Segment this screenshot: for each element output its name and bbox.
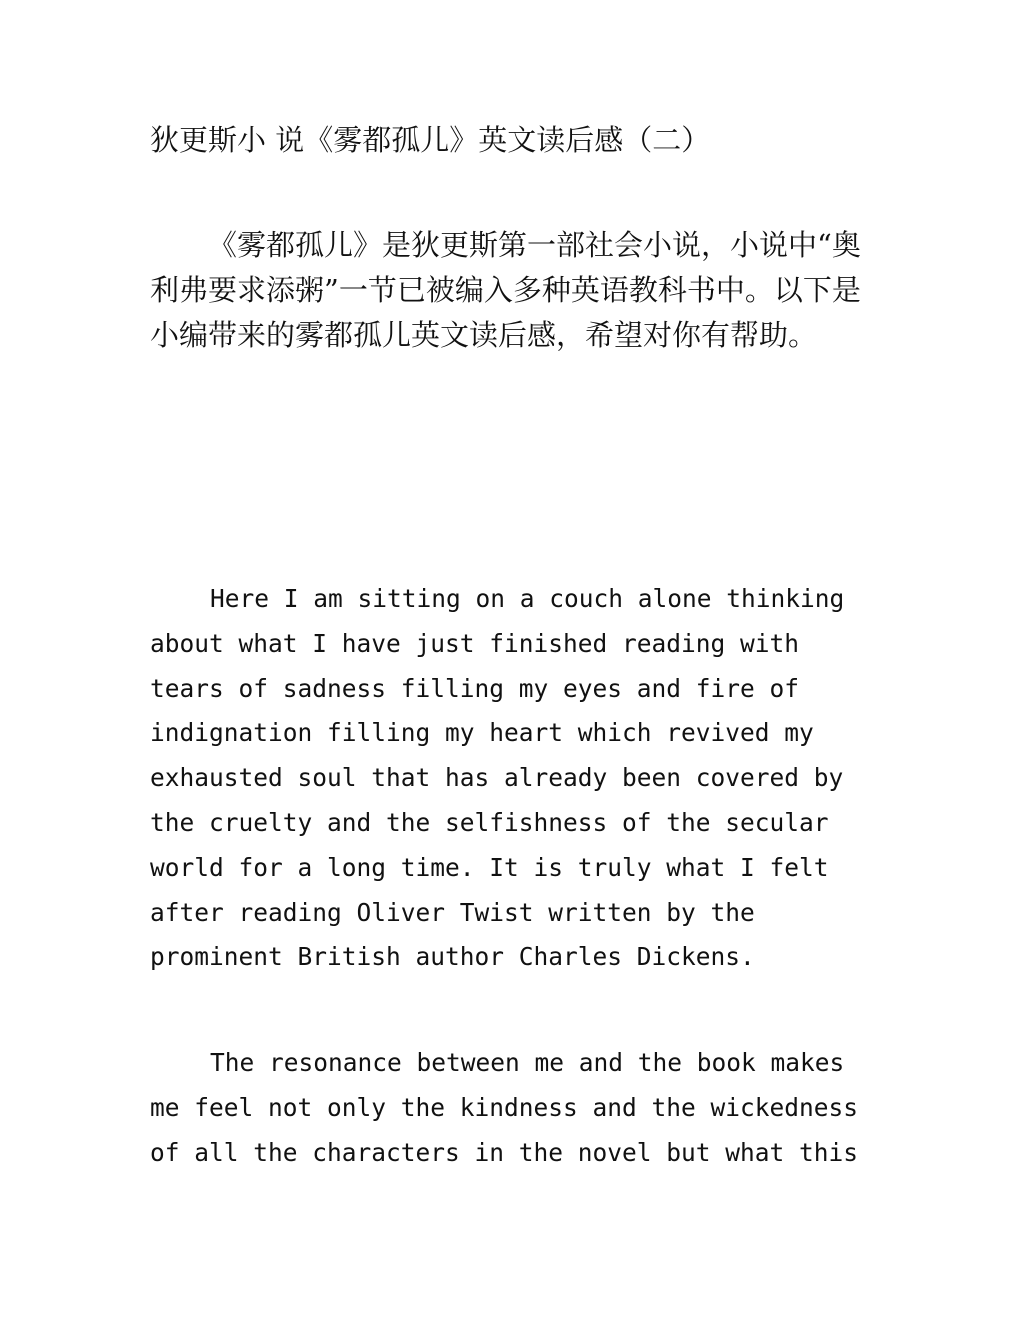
body-paragraph-1: Here I am sitting on a couch alone thinking about what I have just finished reading with tears of sadness filling my eyes and fire of indignation filling my heart which revived my exhausted soul that has already been covered by the cruelty and the selfishness of the secular world for a long time. It is truly what I felt after reading Oliver Twist written by the prominent British author Charles Dickens. — [150, 584, 845, 972]
document-title: 狄更斯小 说《雾都孤儿》英文读后感（二） — [150, 123, 711, 157]
body-paragraph-2: The resonance between me and the book makes me feel not only the kindness and the wickedness of all the characters in the novel but what this — [150, 1048, 859, 1167]
intro-paragraph: 《雾都孤儿》是狄更斯第一部社会小说，小说中“奥利弗要求添粥”一节已被编入多种英语教科书中。以下是小编带来的雾都孤儿英文读后感，希望对你有帮助。 — [150, 228, 861, 352]
